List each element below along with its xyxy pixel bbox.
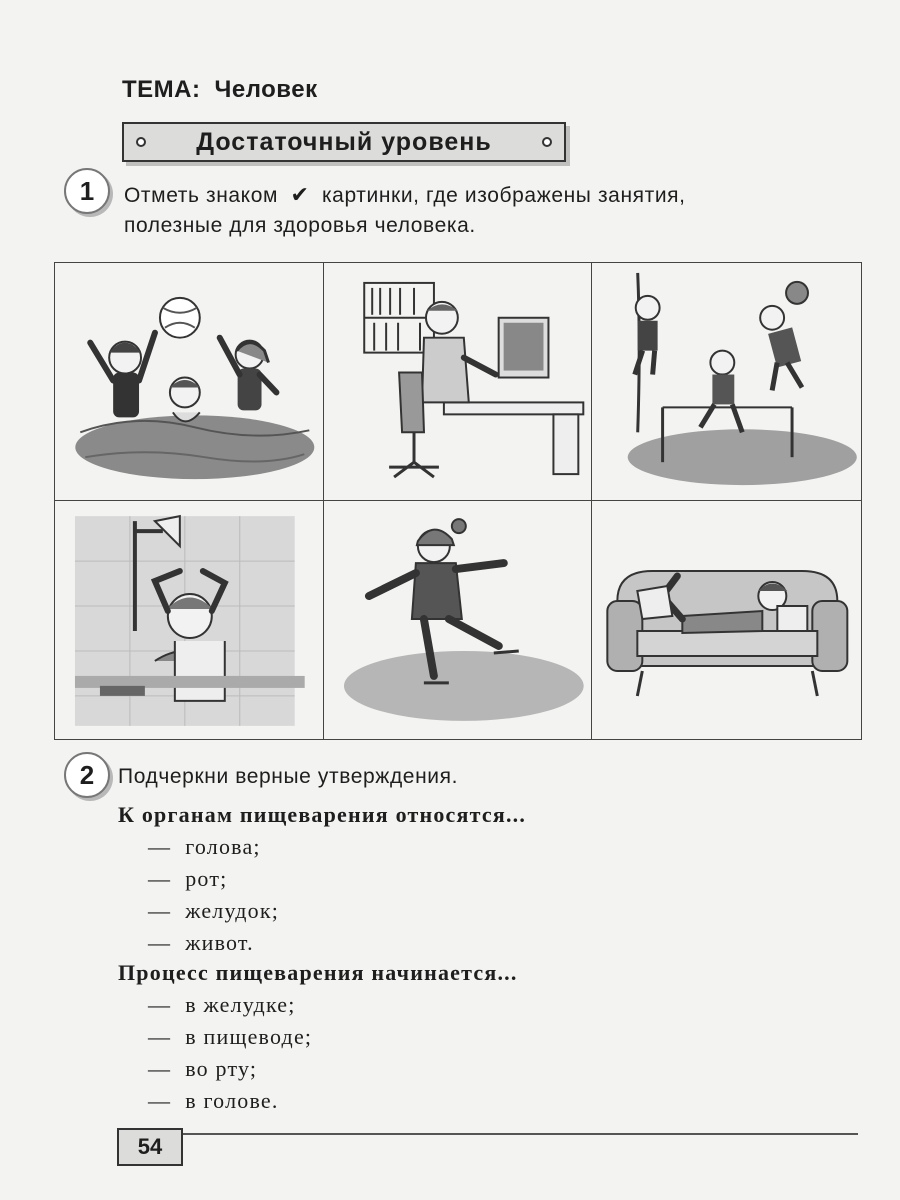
sofa-illustration xyxy=(592,501,861,739)
q2-option-1[interactable] xyxy=(148,992,296,1018)
picture-computer[interactable] xyxy=(324,263,593,501)
option-label: в пищеводе; xyxy=(185,1024,313,1049)
option-label: желудок; xyxy=(185,898,280,923)
q1-option-4[interactable] xyxy=(148,930,254,956)
task-1-number: 1 xyxy=(64,168,110,214)
dash: — xyxy=(148,992,172,1017)
q1-option-1[interactable] xyxy=(148,834,261,860)
sports-illustration xyxy=(592,263,861,500)
question-1-head: К органам пищеварения относятся... xyxy=(118,802,527,827)
footer-divider xyxy=(183,1133,858,1135)
level-banner xyxy=(122,122,566,162)
q1-option-3[interactable] xyxy=(148,898,279,924)
dash: — xyxy=(148,834,172,859)
dash: — xyxy=(148,898,172,923)
task-2-instruction: Подчеркни верные утверждения. xyxy=(118,765,459,788)
task-1-text-before: Отметь знаком xyxy=(124,184,279,207)
dash: — xyxy=(148,1024,172,1049)
option-label: во рту; xyxy=(185,1056,258,1081)
task-1-text-after: картинки, где изображены занятия, xyxy=(321,184,686,207)
computer-illustration xyxy=(324,263,592,500)
task-1-text xyxy=(124,180,686,241)
q1-option-2[interactable] xyxy=(148,866,227,892)
option-label: рот; xyxy=(185,866,228,891)
topic-name: Человек xyxy=(214,76,318,103)
bullet-left-icon xyxy=(136,137,146,147)
option-label: в желудке; xyxy=(185,992,296,1017)
level-label: Достаточный уровень xyxy=(196,127,492,156)
picture-shower[interactable] xyxy=(55,501,324,739)
page-number: 54 xyxy=(117,1128,183,1166)
dash: — xyxy=(148,1056,172,1081)
bullet-right-icon xyxy=(542,137,552,147)
q2-option-4[interactable] xyxy=(148,1088,279,1114)
topic-label: ТЕМА: xyxy=(122,76,201,103)
shower-illustration xyxy=(55,501,323,739)
option-label: голова; xyxy=(185,834,261,859)
task-1-text-line2: полезные для здоровья человека. xyxy=(124,214,476,237)
picture-swimming[interactable] xyxy=(55,263,324,501)
skating-illustration xyxy=(324,501,592,739)
dash: — xyxy=(148,1088,172,1113)
question-2-head: Процесс пищеварения начинается... xyxy=(118,960,518,985)
swimming-illustration xyxy=(55,263,323,500)
topic-title xyxy=(122,76,318,104)
option-label: в голове. xyxy=(185,1088,279,1113)
q2-option-3[interactable] xyxy=(148,1056,257,1082)
dash: — xyxy=(148,930,172,955)
option-label: живот. xyxy=(185,930,254,955)
task-2-number: 2 xyxy=(64,752,110,798)
q2-option-2[interactable] xyxy=(148,1024,312,1050)
picture-grid xyxy=(54,262,862,740)
check-mark-icon: ✔ xyxy=(290,182,310,207)
dash: — xyxy=(148,866,172,891)
picture-skating[interactable] xyxy=(324,501,593,739)
picture-sports[interactable] xyxy=(592,263,861,501)
picture-sofa[interactable] xyxy=(592,501,861,739)
